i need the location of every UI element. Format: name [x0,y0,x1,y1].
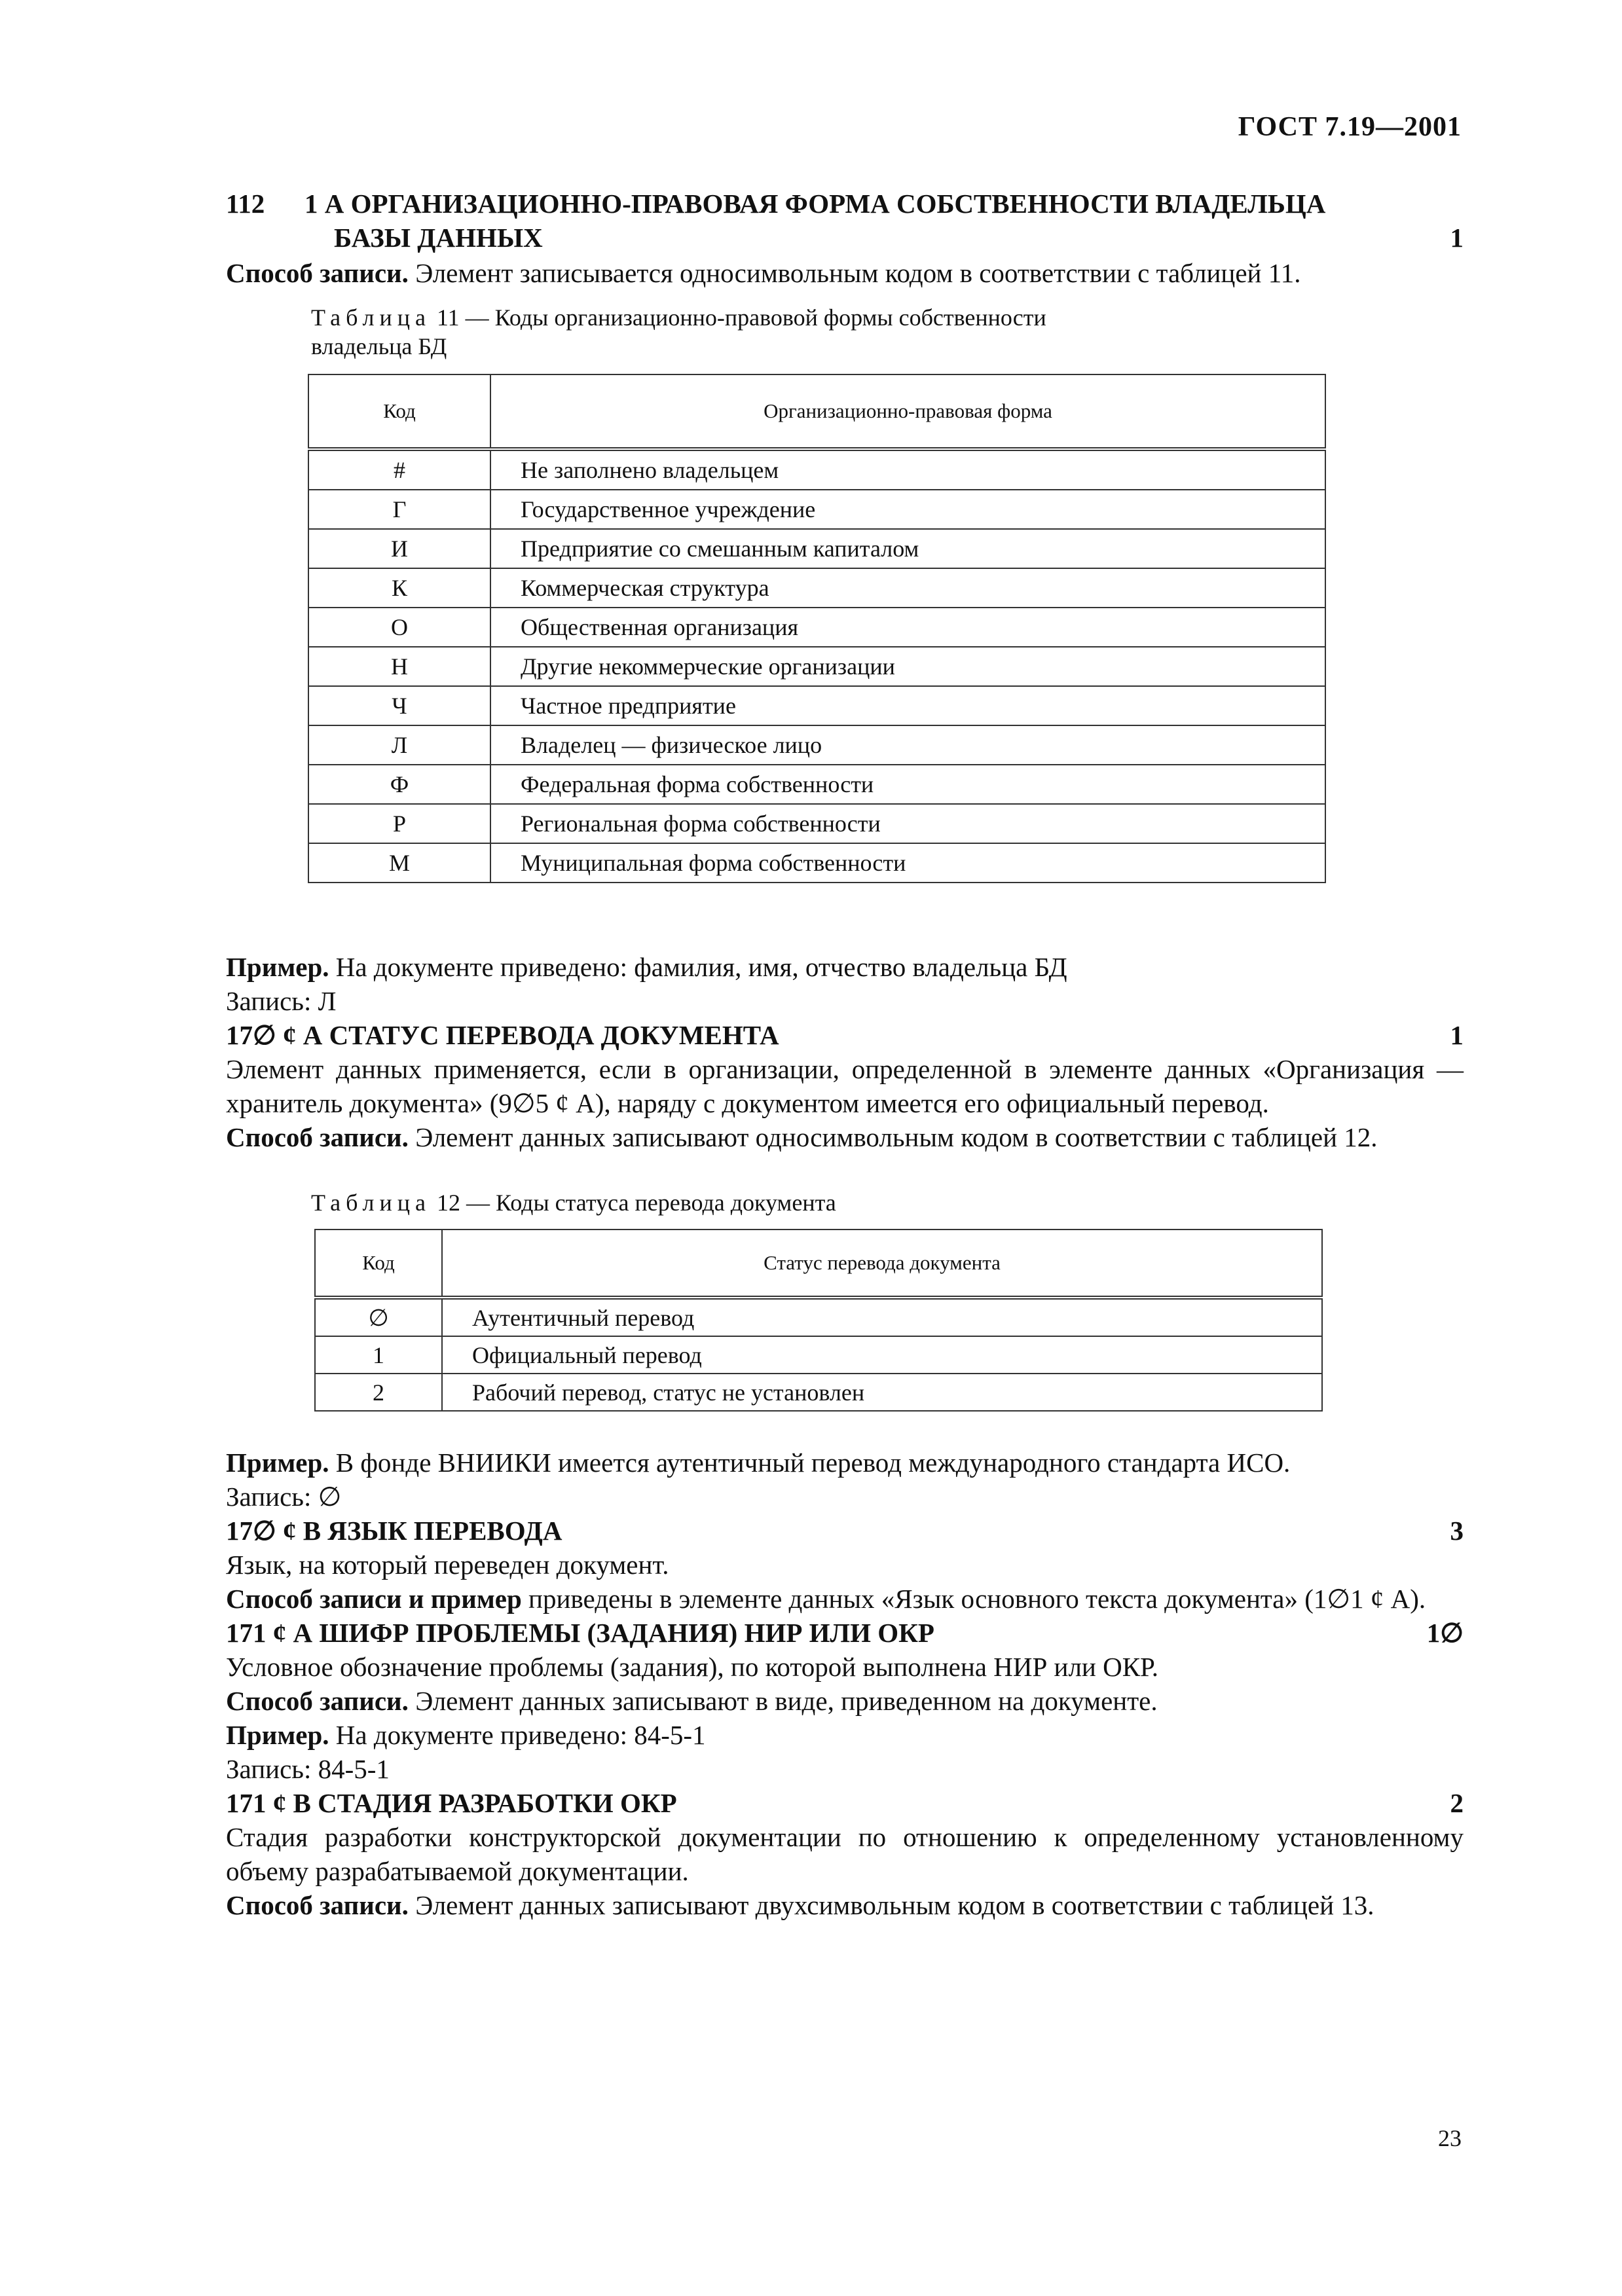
table-header-row [315,1230,1322,1298]
method-text: Элемент записывается односимвольным кодом в соответствии с таблицей 11. [408,258,1301,288]
cell-code: 1 [315,1336,442,1374]
section-length: 1∅ [1426,1618,1464,1648]
method-paragraph [226,256,1464,290]
cell-text: Предприятие со смешанным капиталом [490,529,1325,568]
method-paragraph [226,1888,1464,1922]
table-word: Таблица [311,1190,431,1216]
cell-text: Владелец — физическое лицо [490,725,1325,765]
cell-code: ∅ [315,1298,442,1336]
cell-code: К [308,568,490,608]
cell-text: Аутентичный перевод [442,1298,1322,1336]
method-paragraph [226,1120,1464,1154]
section-length: 2 [1450,1788,1464,1818]
column-header-form: Организационно-правовая форма [490,374,1325,449]
table-row [308,647,1325,686]
cell-text: Государственное учреждение [490,490,1325,529]
table-caption-text: 11 — Коды организационно-правовой формы собственности [430,304,1046,331]
section-number: 112 [226,189,265,219]
cell-code: И [308,529,490,568]
example-text: На документе приведено: фамилия, имя, отчество владельца БД [329,952,1067,982]
cell-text: Официальный перевод [442,1336,1322,1374]
method-text: Элемент данных записывают односимвольным кодом в соответствии с таблицей 12. [408,1122,1378,1152]
cell-text: Общественная организация [490,608,1325,647]
section-length: 3 [1450,1516,1464,1546]
page-number: 23 [1438,2125,1462,2151]
section-170a-heading [226,1018,1464,1052]
table-row [315,1374,1322,1411]
cell-text: Не заполнено владельцем [490,449,1325,490]
cell-code: Л [308,725,490,765]
table-row [308,608,1325,647]
example-paragraph [226,1446,1464,1480]
example-text: В фонде ВНИИКИ имеется аутентичный перевод международного стандарта ИСО. [329,1448,1291,1478]
table11-caption [311,303,1464,361]
example-text: На документе приведено: 84-5-1 [329,1720,706,1750]
table-12 [314,1229,1323,1412]
section-171b-heading [226,1786,1464,1820]
table-word: Таблица [311,304,431,331]
table-row [315,1298,1322,1336]
section-171a-heading [226,1616,1464,1650]
table-row [308,529,1325,568]
page-content [226,187,1464,1922]
table-row [308,568,1325,608]
method-label: Способ записи и пример [226,1584,522,1614]
table12-caption [311,1188,1464,1217]
table-caption-text-2: владельца БД [311,333,447,359]
cell-code: О [308,608,490,647]
cell-code: Ч [308,686,490,725]
table-row [308,449,1325,490]
section-title-line1: 1 А ОРГАНИЗАЦИОННО-ПРАВОВАЯ ФОРМА СОБСТВЕННОСТИ ВЛАДЕЛЬЦА [304,189,1326,219]
cell-text: Региональная форма собственности [490,804,1325,843]
cell-code: 2 [315,1374,442,1411]
table-row [308,490,1325,529]
section-title-line2: БАЗЫ ДАННЫХ [334,223,543,253]
table-row [308,725,1325,765]
method-paragraph [226,1684,1464,1718]
method-label: Способ записи. [226,1122,409,1152]
section-170b-heading [226,1514,1464,1548]
table-row [308,843,1325,883]
table-row [308,686,1325,725]
example-paragraph [226,1718,1464,1752]
table-header-row [308,374,1325,449]
cell-code: Н [308,647,490,686]
table-row [308,804,1325,843]
record-line: Запись: Л [226,986,337,1016]
example-paragraph [226,950,1464,984]
description-paragraph: Условное обозначение проблемы (задания), по которой выполнена НИР или ОКР. [226,1652,1158,1682]
section-length: 1 [1450,223,1464,253]
method-paragraph [226,1582,1464,1616]
standard-code: ГОСТ 7.19—2001 [1238,112,1462,142]
cell-code: Ф [308,765,490,804]
method-label: Способ записи. [226,1686,409,1716]
table-row [315,1336,1322,1374]
cell-code: Р [308,804,490,843]
cell-code: Г [308,490,490,529]
section-length: 1 [1450,1020,1464,1050]
column-header-code: Код [315,1230,442,1298]
example-label: Пример. [226,952,329,982]
cell-text: Муниципальная форма собственности [490,843,1325,883]
example-label: Пример. [226,1720,329,1750]
cell-text: Федеральная форма собственности [490,765,1325,804]
column-header-status: Статус перевода документа [442,1230,1322,1298]
cell-text: Частное предприятие [490,686,1325,725]
method-text: Элемент данных записывают двухсимвольным кодом в соответствии с таблицей 13. [408,1890,1374,1920]
description-paragraph: Стадия разработки конструкторской документации по отношению к определенному установленному объему разрабатываемой документации. [226,1822,1464,1886]
record-line: Запись: ∅ [226,1482,342,1512]
example-label: Пример. [226,1448,329,1478]
method-text: приведены в элементе данных «Язык основного текста документа» (1∅1 ¢ А). [521,1584,1426,1614]
cell-text: Другие некоммерческие организации [490,647,1325,686]
section-title: 171 ¢ А ШИФР ПРОБЛЕМЫ (ЗАДАНИЯ) НИР ИЛИ ОКР [226,1618,934,1648]
cell-code: М [308,843,490,883]
table-11 [308,374,1326,883]
column-header-code: Код [308,374,490,449]
method-label: Способ записи. [226,258,409,288]
description-paragraph: Элемент данных применяется, если в организации, определенной в элементе данных «Организация — хранитель документа» (9∅5 ¢ А), наряду с документом имеется его официальный перевод. [226,1054,1464,1118]
section-title: 17∅ ¢ В ЯЗЫК ПЕРЕВОДА [226,1516,562,1546]
cell-text: Коммерческая структура [490,568,1325,608]
description-paragraph: Язык, на который переведен документ. [226,1550,669,1580]
section-112-heading [226,187,1464,255]
cell-code: # [308,449,490,490]
record-line: Запись: 84-5-1 [226,1754,390,1784]
cell-text: Рабочий перевод, статус не установлен [442,1374,1322,1411]
table-caption-text: 12 — Коды статуса перевода документа [430,1190,836,1216]
method-text: Элемент данных записывают в виде, приведенном на документе. [408,1686,1158,1716]
table-row [308,765,1325,804]
section-title: 17∅ ¢ А СТАТУС ПЕРЕВОДА ДОКУМЕНТА [226,1020,779,1050]
method-label: Способ записи. [226,1890,409,1920]
section-title: 171 ¢ В СТАДИЯ РАЗРАБОТКИ ОКР [226,1788,677,1818]
